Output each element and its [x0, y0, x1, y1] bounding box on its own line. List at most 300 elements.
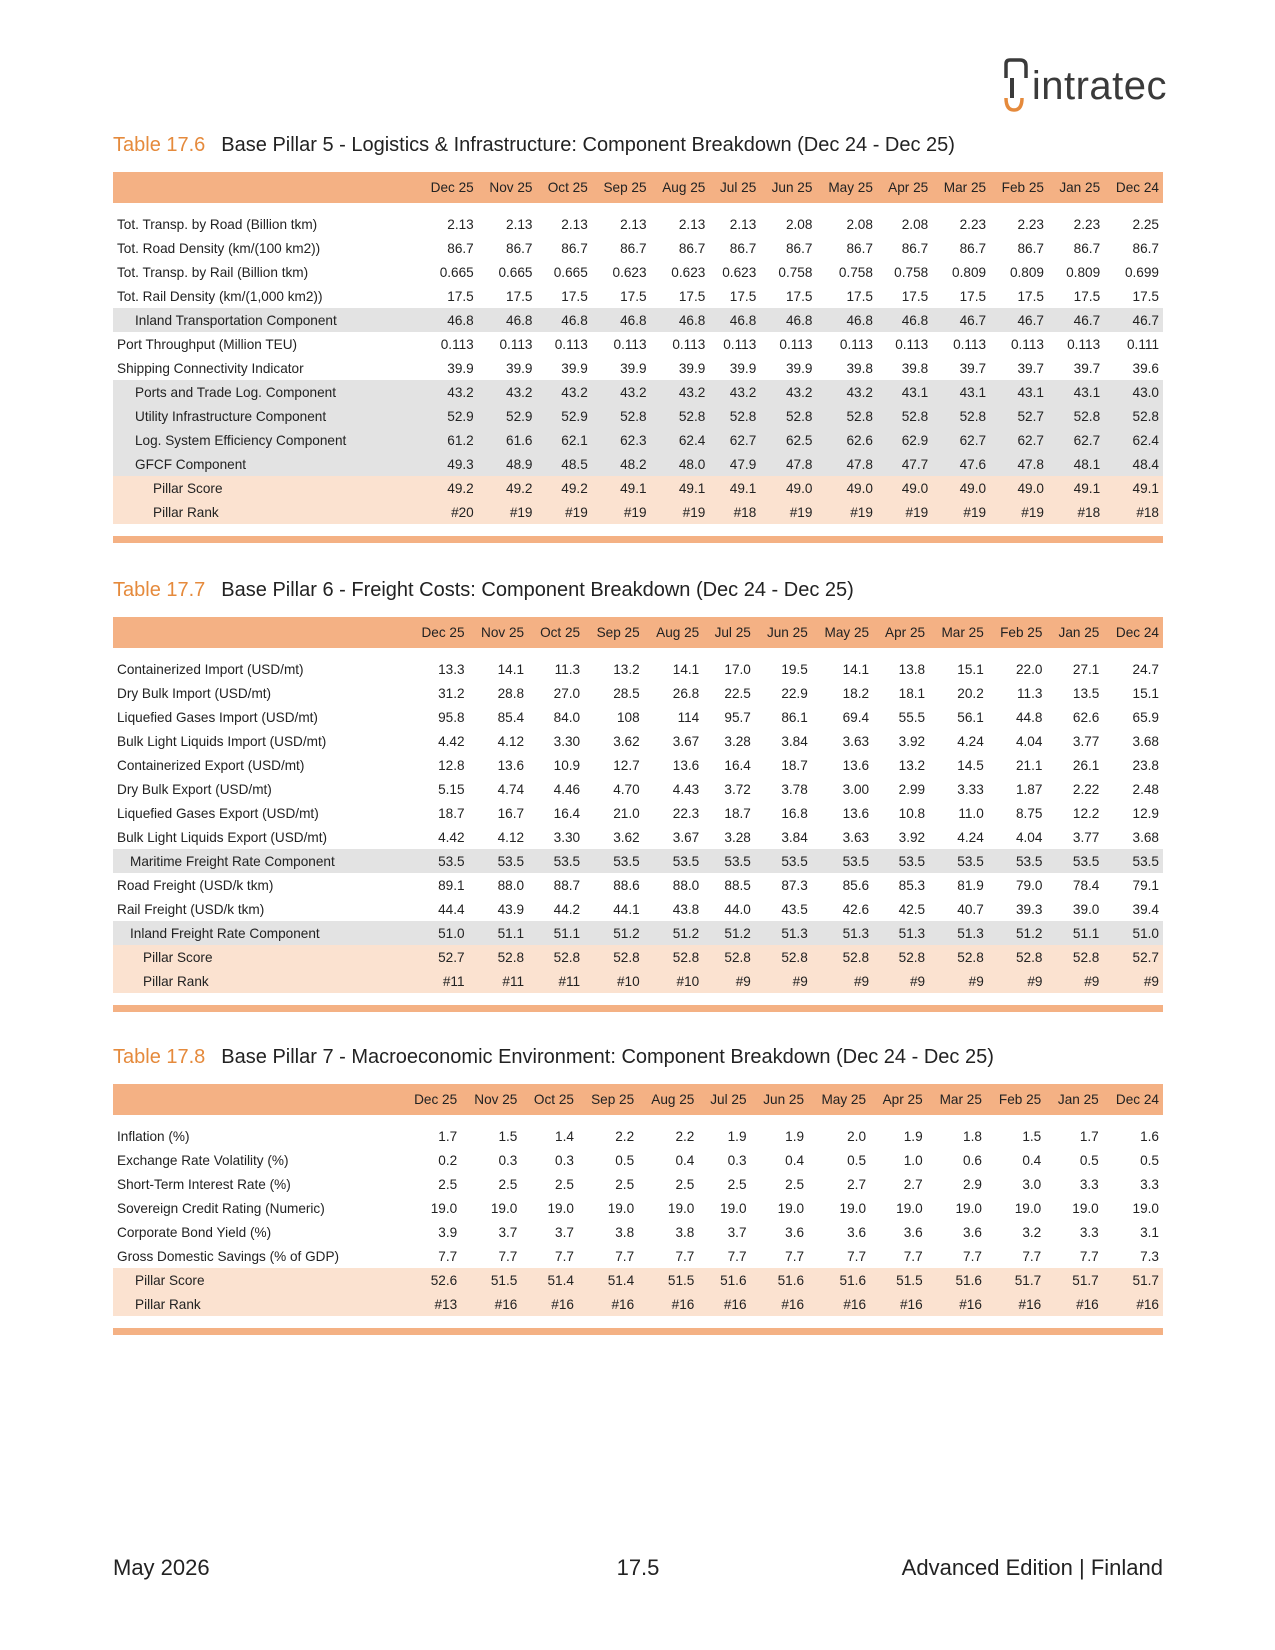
value-cell: 0.113	[613, 336, 647, 352]
value-cell: 46.8	[709, 308, 760, 332]
component-row	[113, 849, 1163, 873]
value-cell: 0.5	[615, 1152, 635, 1168]
table-row	[113, 1244, 1163, 1268]
value-cell: 52.9	[419, 404, 478, 428]
value-cell: 86.1	[781, 709, 808, 725]
pillar-row	[113, 1292, 1163, 1316]
value-cell: #18	[1048, 500, 1104, 524]
value-cell: #16	[578, 1292, 638, 1316]
component-row	[113, 452, 1163, 476]
value-cell: 78.4	[1072, 877, 1100, 893]
table-caption: Base Pillar 5 - Logistics & Infrastructure: Component Breakdown (Dec 24 - Dec 25)	[221, 134, 955, 156]
value-cell: #9	[755, 969, 812, 993]
value-cell: 51.6	[698, 1268, 750, 1292]
value-cell: 17.5	[901, 288, 929, 304]
value-cell: 46.8	[537, 308, 592, 332]
value-cell: 7.7	[727, 1248, 747, 1264]
value-cell: 46.7	[932, 308, 990, 332]
value-cell: 19.0	[720, 1200, 747, 1216]
value-cell: 43.1	[990, 380, 1048, 404]
value-cell: 13.8	[898, 661, 926, 677]
column-header: Dec 24	[1103, 1084, 1163, 1115]
value-cell: 51.4	[578, 1268, 638, 1292]
column-header: Mar 25	[929, 617, 988, 648]
value-cell: 1.7	[438, 1128, 458, 1144]
value-cell: 53.5	[584, 849, 644, 873]
table-title	[113, 1042, 1163, 1072]
value-cell: #16	[1103, 1292, 1163, 1316]
pillar-row	[113, 969, 1163, 993]
value-cell: 2.2	[615, 1128, 635, 1144]
value-cell: 2.25	[1132, 216, 1159, 232]
value-cell: 3.8	[675, 1224, 695, 1240]
value-cell: #19	[816, 500, 876, 524]
row-label: Pillar Rank	[113, 1292, 401, 1316]
column-header: Aug 25	[638, 1084, 698, 1115]
value-cell: 11.0	[958, 805, 984, 821]
value-cell: 47.7	[877, 452, 932, 476]
value-cell: 51.4	[521, 1268, 578, 1292]
value-cell: 7.7	[903, 1248, 923, 1264]
value-cell: 3.30	[553, 829, 581, 845]
value-cell: 4.04	[1015, 733, 1043, 749]
value-cell: 52.8	[703, 945, 755, 969]
value-cell: 0.111	[1127, 336, 1159, 352]
value-cell: 3.8	[615, 1224, 635, 1240]
value-cell: 13.3	[438, 661, 465, 677]
value-cell: 44.2	[553, 901, 581, 917]
value-cell: 19.0	[667, 1200, 695, 1216]
value-cell: 21.1	[1015, 757, 1043, 773]
value-cell: 2.5	[675, 1176, 695, 1192]
value-cell: 43.2	[537, 380, 592, 404]
row-label: Tot. Rail Density (km/(1,000 km2))	[117, 288, 323, 304]
row-label: Gross Domestic Savings (% of GDP)	[117, 1248, 340, 1264]
value-cell: 86.7	[785, 240, 813, 256]
value-cell: 17.5	[678, 288, 706, 304]
value-cell: 2.08	[846, 216, 873, 232]
value-cell: 0.113	[839, 336, 873, 352]
row-label: Containerized Import (USD/mt)	[117, 661, 304, 677]
value-cell: 2.5	[615, 1176, 635, 1192]
value-cell: 46.8	[877, 308, 932, 332]
value-cell: 51.0	[409, 921, 469, 945]
component-row	[113, 428, 1163, 452]
value-cell: 19.0	[490, 1200, 518, 1216]
value-cell: 3.63	[842, 733, 870, 749]
value-cell: 52.8	[929, 945, 988, 969]
value-cell: 7.7	[963, 1248, 982, 1264]
intratec-logo	[1000, 56, 1167, 116]
value-cell: #9	[812, 969, 873, 993]
value-cell: 22.9	[781, 685, 808, 701]
value-cell: 62.6	[816, 428, 876, 452]
value-cell: 51.1	[528, 921, 584, 945]
value-cell: 86.7	[620, 240, 647, 256]
value-cell: 19.0	[1014, 1200, 1042, 1216]
value-cell: 2.08	[785, 216, 813, 232]
value-cell: 51.5	[638, 1268, 698, 1292]
value-cell: 2.0	[847, 1128, 867, 1144]
value-cell: 86.7	[901, 240, 929, 256]
table-section-17-7	[113, 575, 1163, 1012]
value-cell: 4.12	[497, 829, 525, 845]
value-cell: 88.0	[672, 877, 700, 893]
value-cell: 13.6	[842, 805, 870, 821]
pillar-row	[113, 1268, 1163, 1292]
value-cell: 48.4	[1104, 452, 1163, 476]
value-cell: #19	[877, 500, 932, 524]
value-cell: 19.0	[1072, 1200, 1099, 1216]
value-cell: 47.8	[760, 452, 816, 476]
value-cell: 4.24	[957, 829, 984, 845]
value-cell: 0.758	[778, 264, 813, 280]
value-cell: 62.6	[1072, 709, 1100, 725]
value-cell: 52.8	[932, 404, 990, 428]
value-cell: 49.2	[478, 476, 537, 500]
value-cell: 14.1	[497, 661, 525, 677]
value-cell: 7.3	[1140, 1248, 1159, 1264]
column-header: Jan 25	[1045, 1084, 1103, 1115]
value-cell: 22.5	[724, 685, 751, 701]
value-cell: 43.2	[419, 380, 478, 404]
value-cell: 0.113	[554, 336, 588, 352]
value-cell: 86.7	[959, 240, 987, 256]
value-cell: 10.9	[553, 757, 581, 773]
component-table	[113, 172, 1163, 530]
column-header: Jul 25	[698, 1084, 750, 1115]
value-cell: 3.0	[1022, 1176, 1042, 1192]
value-cell: 69.4	[842, 709, 870, 725]
table-number: Table 17.7	[113, 579, 206, 601]
table-row	[113, 1124, 1163, 1148]
value-cell: 52.8	[644, 945, 704, 969]
value-cell: 43.1	[932, 380, 990, 404]
value-cell: 44.1	[613, 901, 640, 917]
row-label: Ports and Trade Log. Component	[113, 380, 419, 404]
value-cell: #19	[651, 500, 710, 524]
value-cell: 85.4	[497, 709, 525, 725]
value-cell: #19	[760, 500, 816, 524]
value-cell: 0.113	[953, 336, 987, 352]
value-cell: 46.8	[478, 308, 537, 332]
value-cell: 2.5	[727, 1176, 747, 1192]
table-title	[113, 575, 1163, 605]
row-label: Utility Infrastructure Component	[113, 404, 419, 428]
pillar-row	[113, 500, 1163, 524]
value-cell: 7.7	[847, 1248, 867, 1264]
value-cell: 86.7	[846, 240, 873, 256]
page-number: 17.5	[616, 1555, 660, 1580]
value-cell: 52.8	[816, 404, 876, 428]
value-cell: 43.1	[1048, 380, 1104, 404]
value-cell: 62.1	[537, 428, 592, 452]
value-cell: 19.0	[839, 1200, 867, 1216]
column-header: Jan 25	[1046, 617, 1103, 648]
component-row	[113, 308, 1163, 332]
value-cell: 7.7	[1079, 1248, 1099, 1264]
component-table	[113, 617, 1163, 999]
column-header: Dec 25	[401, 1084, 461, 1115]
table-row	[113, 657, 1163, 681]
value-cell: #16	[1045, 1292, 1103, 1316]
value-cell: 0.699	[1124, 264, 1159, 280]
value-cell: 0.113	[1067, 336, 1101, 352]
value-cell: 0.623	[671, 264, 706, 280]
column-header: Dec 25	[409, 617, 469, 648]
value-cell: 3.28	[724, 829, 751, 845]
value-cell: 47.8	[990, 452, 1048, 476]
value-cell: 52.8	[760, 404, 816, 428]
value-cell: 0.5	[1079, 1152, 1099, 1168]
value-cell: #11	[469, 969, 529, 993]
value-cell: 16.4	[724, 757, 751, 773]
value-cell: 3.7	[498, 1224, 518, 1240]
value-cell: #16	[638, 1292, 698, 1316]
value-cell: 46.8	[419, 308, 478, 332]
value-cell: 49.1	[592, 476, 651, 500]
value-cell: 0.113	[499, 336, 533, 352]
column-header: Sep 25	[592, 172, 651, 203]
value-cell: 0.758	[838, 264, 873, 280]
value-cell: #19	[592, 500, 651, 524]
value-cell: 2.13	[506, 216, 533, 232]
value-cell: 17.5	[1132, 288, 1159, 304]
value-cell: 62.7	[709, 428, 760, 452]
value-cell: #11	[409, 969, 469, 993]
value-cell: 3.3	[1140, 1176, 1159, 1192]
value-cell: 43.2	[478, 380, 537, 404]
value-cell: 79.0	[1015, 877, 1043, 893]
value-cell: 0.3	[498, 1152, 518, 1168]
value-cell: 3.7	[555, 1224, 574, 1240]
value-cell: 4.04	[1015, 829, 1043, 845]
column-header: Feb 25	[988, 617, 1047, 648]
value-cell: 43.2	[651, 380, 710, 404]
row-label: GFCF Component	[113, 452, 419, 476]
table-title	[113, 130, 1163, 160]
table-number: Table 17.6	[113, 134, 206, 156]
row-label: Port Throughput (Million TEU)	[117, 336, 298, 352]
value-cell: 46.8	[592, 308, 651, 332]
value-cell: 85.6	[842, 877, 870, 893]
value-cell: 49.1	[1048, 476, 1104, 500]
value-cell: 3.63	[842, 829, 870, 845]
value-cell: 17.5	[785, 288, 813, 304]
value-cell: 43.0	[1104, 380, 1163, 404]
row-label: Road Freight (USD/k tkm)	[117, 877, 274, 893]
value-cell: 52.9	[478, 404, 537, 428]
value-cell: 51.6	[808, 1268, 870, 1292]
value-cell: 7.7	[498, 1248, 518, 1264]
header-label-cell	[113, 617, 409, 648]
row-label: Dry Bulk Export (USD/mt)	[117, 781, 272, 797]
value-cell: 62.7	[932, 428, 990, 452]
value-cell: 56.1	[957, 709, 984, 725]
column-header: Nov 25	[469, 617, 529, 648]
value-cell: 2.7	[847, 1176, 867, 1192]
value-cell: 86.7	[678, 240, 706, 256]
value-cell: 7.7	[438, 1248, 458, 1264]
component-row	[113, 921, 1163, 945]
row-label: Tot. Road Density (km/(100 km2))	[117, 240, 321, 256]
value-cell: 3.62	[613, 733, 640, 749]
value-cell: 52.8	[877, 404, 932, 428]
column-header: Dec 24	[1104, 172, 1163, 203]
value-cell: #10	[644, 969, 704, 993]
row-label: Exchange Rate Volatility (%)	[117, 1152, 289, 1168]
value-cell: 14.5	[957, 757, 984, 773]
column-header: Apr 25	[873, 617, 929, 648]
value-cell: 43.1	[877, 380, 932, 404]
value-cell: #13	[401, 1292, 461, 1316]
value-cell: 18.2	[842, 685, 870, 701]
value-cell: 51.6	[927, 1268, 986, 1292]
value-cell: 24.7	[1132, 661, 1159, 677]
value-cell: 19.0	[1132, 1200, 1159, 1216]
value-cell: 51.2	[644, 921, 704, 945]
row-label: Pillar Score	[113, 1268, 401, 1292]
value-cell: 52.8	[1104, 404, 1163, 428]
row-label: Tot. Transp. by Road (Billion tkm)	[117, 216, 318, 232]
value-cell: 43.2	[592, 380, 651, 404]
column-header: Sep 25	[578, 1084, 638, 1115]
table-section-17-8	[113, 1042, 1163, 1335]
value-cell: 39.9	[561, 360, 588, 376]
value-cell: 47.9	[709, 452, 760, 476]
value-cell: 3.62	[613, 829, 640, 845]
value-cell: 3.00	[842, 781, 870, 797]
value-cell: 49.2	[419, 476, 478, 500]
value-cell: 2.22	[1072, 781, 1100, 797]
value-cell: 53.5	[703, 849, 755, 873]
value-cell: 17.5	[1017, 288, 1044, 304]
value-cell: 52.8	[988, 945, 1047, 969]
value-cell: 3.7	[727, 1224, 747, 1240]
value-cell: 53.5	[1046, 849, 1103, 873]
component-row	[113, 380, 1163, 404]
column-header: Sep 25	[584, 617, 644, 648]
value-cell: #9	[988, 969, 1047, 993]
value-cell: 0.113	[672, 336, 706, 352]
value-cell: 46.8	[816, 308, 876, 332]
value-cell: 3.84	[781, 829, 808, 845]
value-cell: 46.7	[990, 308, 1048, 332]
value-cell: #18	[1104, 500, 1163, 524]
value-cell: 87.3	[781, 877, 808, 893]
value-cell: 1.5	[1022, 1128, 1042, 1144]
value-cell: 0.6	[963, 1152, 982, 1168]
value-cell: 0.4	[785, 1152, 805, 1168]
value-cell: 62.7	[990, 428, 1048, 452]
value-cell: 4.12	[497, 733, 525, 749]
table-row	[113, 681, 1163, 705]
value-cell: 7.7	[785, 1248, 805, 1264]
value-cell: #19	[932, 500, 990, 524]
table-row	[113, 260, 1163, 284]
value-cell: 19.0	[896, 1200, 923, 1216]
value-cell: 0.809	[1066, 264, 1101, 280]
value-cell: 19.0	[430, 1200, 458, 1216]
value-cell: 52.9	[537, 404, 592, 428]
value-cell: 4.43	[672, 781, 700, 797]
row-label: Corporate Bond Yield (%)	[117, 1224, 272, 1240]
value-cell: #16	[751, 1292, 809, 1316]
value-cell: 53.5	[469, 849, 529, 873]
value-cell: 17.5	[620, 288, 647, 304]
value-cell: 88.5	[724, 877, 751, 893]
value-cell: 3.92	[898, 733, 926, 749]
value-cell: 13.6	[842, 757, 870, 773]
table-row	[113, 729, 1163, 753]
value-cell: 2.13	[729, 216, 757, 232]
value-cell: 3.77	[1072, 733, 1100, 749]
table-bottom-bar	[113, 536, 1163, 543]
value-cell: 47.6	[932, 452, 990, 476]
value-cell: 52.8	[873, 945, 929, 969]
table-header-row	[113, 172, 1163, 203]
value-cell: 39.0	[1072, 901, 1100, 917]
value-cell: 1.8	[963, 1128, 982, 1144]
value-cell: 48.5	[537, 452, 592, 476]
value-cell: 7.7	[555, 1248, 574, 1264]
value-cell: 1.9	[727, 1128, 747, 1144]
row-label: Rail Freight (USD/k tkm)	[117, 901, 265, 917]
value-cell: 86.7	[447, 240, 474, 256]
table-row	[113, 897, 1163, 921]
value-cell: 3.67	[672, 829, 700, 845]
table-row	[113, 753, 1163, 777]
value-cell: 48.2	[592, 452, 651, 476]
value-cell: 51.7	[986, 1268, 1045, 1292]
value-cell: 43.9	[497, 901, 525, 917]
value-cell: 39.4	[1132, 901, 1159, 917]
value-cell: 46.8	[651, 308, 710, 332]
table-row	[113, 212, 1163, 236]
row-label: Sovereign Credit Rating (Numeric)	[117, 1200, 325, 1216]
column-header: Jul 25	[709, 172, 760, 203]
value-cell: 4.24	[957, 733, 984, 749]
value-cell: 18.7	[724, 805, 751, 821]
value-cell: 53.5	[755, 849, 812, 873]
component-table	[113, 1084, 1163, 1322]
value-cell: 49.0	[760, 476, 816, 500]
value-cell: 43.5	[781, 901, 808, 917]
pillar-row	[113, 945, 1163, 969]
footer-date: May 2026	[113, 1555, 210, 1580]
value-cell: 49.1	[651, 476, 710, 500]
value-cell: 0.758	[894, 264, 929, 280]
value-cell: 89.1	[438, 877, 465, 893]
value-cell: 26.8	[672, 685, 700, 701]
value-cell: 0.623	[612, 264, 647, 280]
value-cell: 13.6	[672, 757, 700, 773]
value-cell: 51.2	[703, 921, 755, 945]
value-cell: 39.9	[447, 360, 474, 376]
value-cell: 44.8	[1015, 709, 1043, 725]
value-cell: 22.3	[672, 805, 700, 821]
column-header: Jan 25	[1048, 172, 1104, 203]
value-cell: 3.6	[785, 1224, 805, 1240]
row-label: Short-Term Interest Rate (%)	[117, 1176, 291, 1192]
value-cell: 86.7	[506, 240, 533, 256]
value-cell: 0.3	[727, 1152, 747, 1168]
value-cell: 13.2	[613, 661, 640, 677]
value-cell: 13.5	[1072, 685, 1100, 701]
row-label: Inland Freight Rate Component	[113, 921, 409, 945]
value-cell: 26.1	[1072, 757, 1100, 773]
value-cell: 16.4	[553, 805, 581, 821]
